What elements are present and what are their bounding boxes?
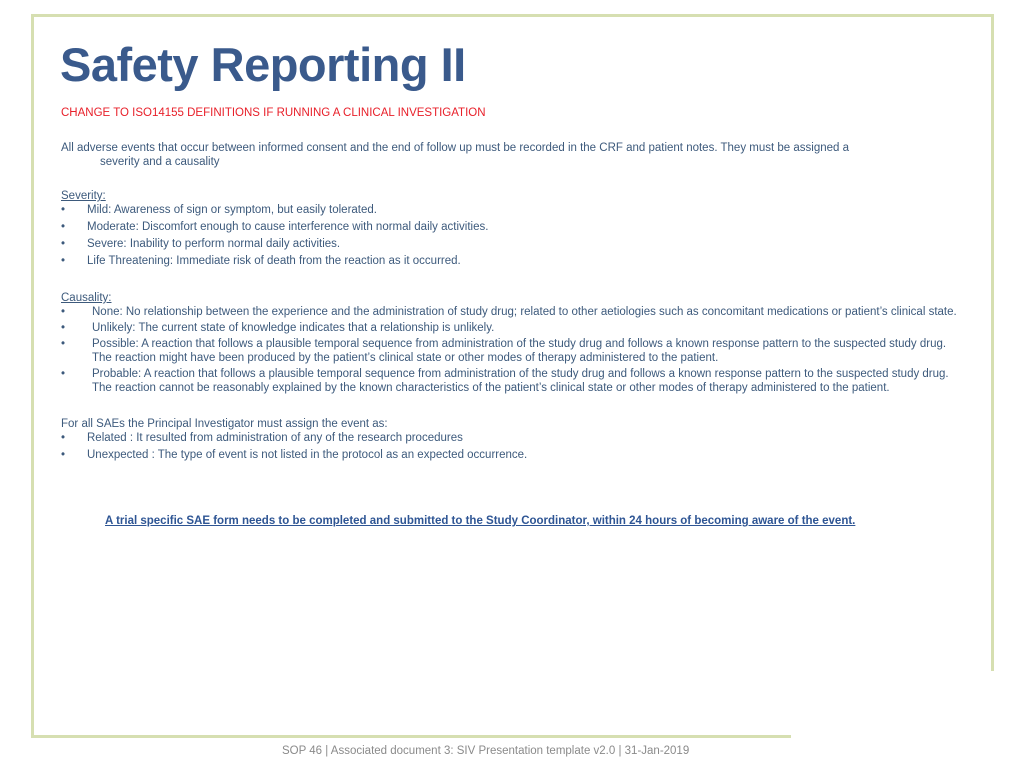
sae-item: • Related : It resulted from administration of any of the research procedures [61, 432, 463, 444]
severity-item: • Moderate: Discomfort enough to cause interference with normal daily activities. [61, 221, 489, 233]
causality-heading: Causality: [61, 292, 112, 304]
frame-bottom-border [31, 735, 791, 738]
bullet-icon: • [61, 221, 66, 233]
severity-list [61, 203, 961, 268]
bullet-icon: • [61, 255, 66, 267]
bullet-icon: • [61, 306, 66, 318]
sae-list [61, 431, 961, 462]
intro-text-line2: severity and a causality [100, 156, 220, 168]
causality-item: • Unlikely: The current state of knowledge indicates that a relationship is unlikely. [61, 322, 495, 334]
frame-left-border [31, 14, 34, 738]
slide-body [61, 141, 961, 465]
bullet-icon: • [61, 322, 66, 334]
causality-item: • Probable: A reaction that follows a plausible temporal sequence from administration of the study drug and follows a known response pattern to the suspected study drug. The reaction cannot be reasonably explained by the known characteristics of the patient’s clinical state or other modes of therapy administered to the patient. [61, 368, 949, 394]
frame-right-border [991, 14, 994, 671]
sae-notice: A trial specific SAE form needs to be completed and submitted to the Study Coordinator, within 24 hours of becoming aware of the event. [105, 515, 856, 527]
causality-list [61, 305, 961, 395]
sae-item: • Unexpected : The type of event is not listed in the protocol as an expected occurrence. [61, 449, 528, 461]
bullet-icon: • [61, 338, 66, 350]
frame-top-border [31, 14, 994, 17]
bullet-icon: • [61, 238, 66, 250]
severity-item: • Severe: Inability to perform normal daily activities. [61, 238, 341, 250]
causality-item: • Possible: A reaction that follows a plausible temporal sequence from administration of the study drug and follows a known response pattern to the suspected study drug. The reaction might have been produced by the patient’s clinical state or other modes of therapy administered to the patient. [61, 338, 947, 364]
severity-heading: Severity: [61, 190, 106, 202]
severity-item: • Mild: Awareness of sign or symptom, but easily tolerated. [61, 204, 377, 216]
slide-title: Safety Reporting II [60, 38, 466, 91]
bullet-icon: • [61, 432, 66, 444]
bullet-icon: • [61, 368, 66, 380]
sae-intro: For all SAEs the Principal Investigator must assign the event as: [61, 418, 388, 430]
intro-text-line1: All adverse events that occur between informed consent and the end of follow up must be recorded in the CRF and patient notes. They must be assigned a [61, 142, 850, 154]
slide-footer: SOP 46 | Associated document 3: SIV Presentation template v2.0 | 31-Jan-2019 [282, 745, 690, 757]
slide-subtitle: CHANGE TO ISO14155 DEFINITIONS IF RUNNING A CLINICAL INVESTIGATION [61, 107, 486, 119]
bullet-icon: • [61, 449, 66, 461]
causality-item: • None: No relationship between the experience and the administration of study drug; related to other aetiologies such as concomitant medications or patient’s clinical state. [61, 306, 957, 318]
severity-item: • Life Threatening: Immediate risk of death from the reaction as it occurred. [61, 255, 461, 267]
bullet-icon: • [61, 204, 66, 216]
